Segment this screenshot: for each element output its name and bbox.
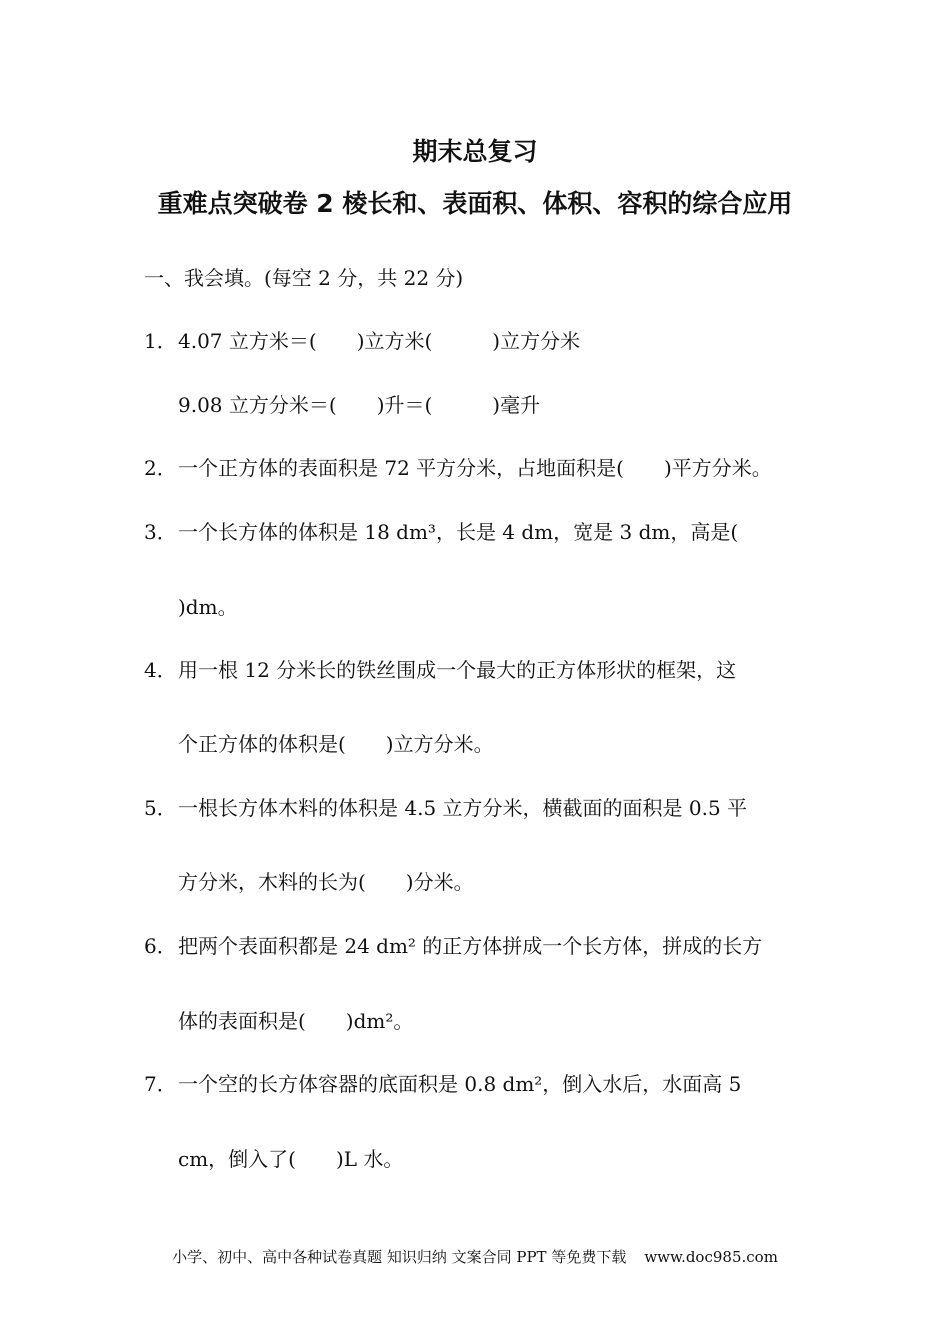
question-7 [144,1068,741,1097]
page-subtitle: 重难点突破卷 2 棱长和、表面积、体积、容积的综合应用 [157,189,793,218]
question-text: 一个空的长方体容器的底面积是 0.8 dm²，倒入水后，水面高 5 [178,1072,742,1096]
question-number: 5． [144,796,177,820]
question-3-line-2: )dm。 [178,595,238,619]
question-5 [144,792,747,821]
question-text: 一个长方体的体积是 18 dm³，长是 4 dm，宽是 3 dm，高是( [178,520,739,544]
question-1 [144,325,580,354]
page-footer [0,1246,950,1267]
footer-link[interactable]: www.doc985.com [644,1248,778,1266]
question-4-line-2: 个正方体的体积是( )立方分米。 [178,732,494,756]
question-number: 7． [144,1072,177,1096]
question-text: 4.07 立方米＝( )立方米( )立方分米 [178,329,581,353]
question-text: 把两个表面积都是 24 dm² 的正方体拼成一个长方体，拼成的长方 [178,934,763,958]
question-text: 用一根 12 分米长的铁丝围成一个最大的正方体形状的框架，这 [178,658,737,682]
question-number: 4． [144,658,177,682]
question-6-line-2: 体的表面积是( )dm²。 [178,1009,414,1033]
question-1-line-2: 9.08 立方分米＝( )升＝( )毫升 [178,393,541,417]
question-number: 2． [144,456,177,480]
footer-text: 小学、初中、高中各种试卷真题 知识归纳 文案合同 PPT 等免费下载 [172,1248,627,1266]
question-text: 一根长方体木料的体积是 4.5 立方分米，横截面的面积是 0.5 平 [178,796,748,820]
question-text: 一个正方体的表面积是 72 平方分米，占地面积是( )平方分米。 [178,456,772,480]
section-heading: 一、我会填。(每空 2 分，共 22 分) [144,266,464,290]
question-5-line-2: 方分米，木料的长为( )分米。 [178,870,474,894]
question-number: 1． [144,329,177,353]
question-7-line-2: cm，倒入了( )L 水。 [178,1147,404,1171]
question-number: 3． [144,520,177,544]
question-3 [144,516,738,545]
question-number: 6． [144,934,177,958]
question-4 [144,654,736,683]
question-6 [144,930,762,959]
page-title: 期末总复习 [412,137,538,166]
question-2 [144,452,772,481]
